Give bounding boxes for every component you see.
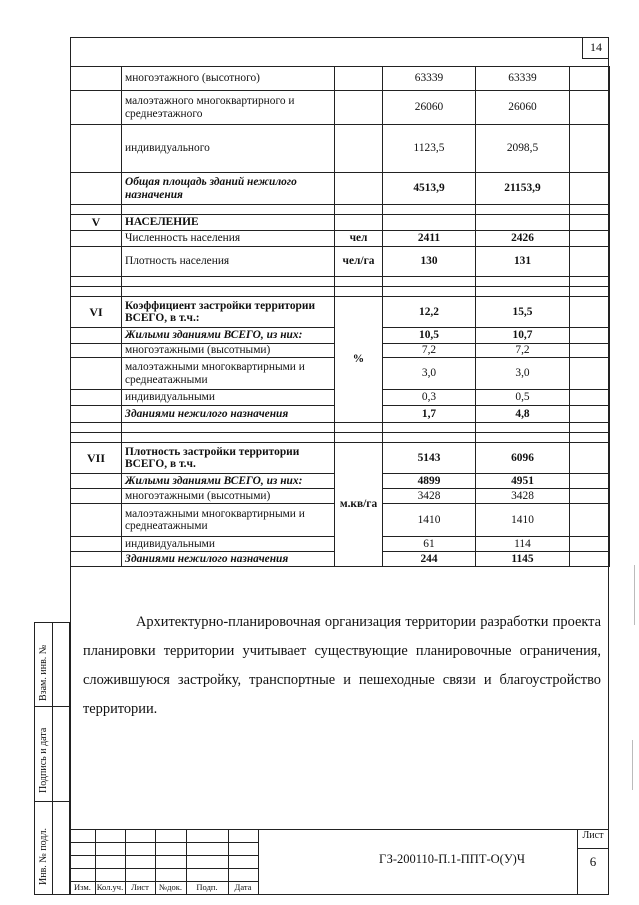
row-label: Коэффициент застройки территории ВСЕГО, в т.ч.: xyxy=(122,297,335,328)
value-projected: 3,0 xyxy=(476,358,570,390)
spacer-row xyxy=(71,423,610,433)
row-label: малоэтажными многоквартирными и среднеатажными xyxy=(122,504,335,537)
row-label: Плотность населения xyxy=(122,247,335,277)
row-label: многоэтажного (высотного) xyxy=(122,67,335,91)
scan-edge-mark xyxy=(632,740,633,790)
value-existing: 63339 xyxy=(383,67,476,91)
doc-no-label: №док. xyxy=(159,882,182,892)
original-inv-label: Инв. № подл. xyxy=(38,828,49,885)
spacer-row xyxy=(71,205,610,215)
page-number: 14 xyxy=(582,37,609,59)
unit: % xyxy=(335,297,383,423)
value-existing: 26060 xyxy=(383,91,476,125)
title-block xyxy=(70,829,609,895)
row-label: индивидуального xyxy=(122,125,335,173)
value-projected: 3428 xyxy=(476,489,570,504)
izm-label: Изм. xyxy=(74,882,91,892)
value-projected: 10,7 xyxy=(476,328,570,344)
scan-edge-mark xyxy=(634,565,635,625)
indicators-table xyxy=(70,66,610,567)
value-existing: 130 xyxy=(383,247,476,277)
value-existing: 61 xyxy=(383,537,476,552)
value-projected: 6096 xyxy=(476,443,570,474)
value-existing: 7,2 xyxy=(383,344,476,358)
value-projected: 131 xyxy=(476,247,570,277)
document-number: ГЗ-200110-П.1-ППТ-О(У)Ч xyxy=(379,852,525,866)
signature-label: Подп. xyxy=(196,882,218,892)
row-label: многоэтажными (высотными) xyxy=(122,489,335,504)
table-row xyxy=(71,125,610,173)
date-label: Дата xyxy=(234,882,252,892)
section-number: VII xyxy=(71,443,122,474)
spacer-row xyxy=(71,433,610,443)
value-projected: 0,5 xyxy=(476,390,570,406)
sheet-number: 6 xyxy=(589,854,597,869)
row-label: индивидуальными xyxy=(122,537,335,552)
value-existing: 12,2 xyxy=(383,297,476,328)
value-existing: 3,0 xyxy=(383,358,476,390)
row-label: Зданиями нежилого назначения xyxy=(122,406,335,423)
table-row xyxy=(71,443,610,474)
table-row xyxy=(71,91,610,125)
value-existing: 244 xyxy=(383,552,476,567)
value-existing: 5143 xyxy=(383,443,476,474)
value-projected: 114 xyxy=(476,537,570,552)
spacer-row xyxy=(71,287,610,297)
row-label: Общая площадь зданий нежилого назначения xyxy=(122,173,335,205)
value-existing: 1,7 xyxy=(383,406,476,423)
row-label: Зданиями нежилого назначения xyxy=(122,552,335,567)
section-number: V xyxy=(71,215,122,231)
value-existing: 4899 xyxy=(383,474,476,489)
row-label: многоэтажными (высотными) xyxy=(122,344,335,358)
side-stamp xyxy=(34,622,70,895)
value-existing: 0,3 xyxy=(383,390,476,406)
row-label: Жилыми зданиями ВСЕГО, из них: xyxy=(122,474,335,489)
row-label: малоэтажного многоквартирного и среднеэтажного xyxy=(122,91,335,125)
value-projected: 26060 xyxy=(476,91,570,125)
list-col-label: Лист xyxy=(131,882,149,892)
value-existing: 4513,9 xyxy=(383,173,476,205)
table-row xyxy=(71,67,610,91)
spacer-row xyxy=(71,277,610,287)
table-row xyxy=(71,173,610,205)
row-label: индивидуальными xyxy=(122,390,335,406)
value-existing: 10,5 xyxy=(383,328,476,344)
value-projected: 4,8 xyxy=(476,406,570,423)
value-projected: 21153,9 xyxy=(476,173,570,205)
signature-date-label: Подпись и дата xyxy=(38,727,49,793)
sheet-label: Лист xyxy=(582,830,604,841)
value-existing: 3428 xyxy=(383,489,476,504)
kolvo-label: Кол.уч. xyxy=(96,882,124,892)
row-label: НАСЕЛЕНИЕ xyxy=(122,215,335,231)
section-number: VI xyxy=(71,297,122,328)
row-label: малоэтажными многоквартирными и среднеатажными xyxy=(122,358,335,390)
row-label: Плотность застройки территории ВСЕГО, в т.ч. xyxy=(122,443,335,474)
value-projected: 1145 xyxy=(476,552,570,567)
value-projected: 2426 xyxy=(476,231,570,247)
value-existing: 1123,5 xyxy=(383,125,476,173)
table-row xyxy=(71,231,610,247)
value-projected: 15,5 xyxy=(476,297,570,328)
value-existing: 2411 xyxy=(383,231,476,247)
value-projected: 63339 xyxy=(476,67,570,91)
row-label: Численность населения xyxy=(122,231,335,247)
value-projected: 2098,5 xyxy=(476,125,570,173)
table-row xyxy=(71,215,610,231)
value-projected: 7,2 xyxy=(476,344,570,358)
table-row xyxy=(71,297,610,328)
value-existing: 1410 xyxy=(383,504,476,537)
row-label: Жилыми зданиями ВСЕГО, из них: xyxy=(122,328,335,344)
value-projected: 4951 xyxy=(476,474,570,489)
unit: чел xyxy=(335,231,383,247)
body-paragraph: Архитектурно-планировочная организация территории разработки проекта планировки территории учитывает существующие планировочные ограничения, сложившуюся застройку, транспортные и пешеходные связи и благоустройство территории. xyxy=(83,614,601,717)
unit: м.кв/га xyxy=(335,443,383,567)
replace-inv-label: Взам. инв. № xyxy=(38,644,49,701)
value-projected: 1410 xyxy=(476,504,570,537)
table-row xyxy=(71,247,610,277)
unit: чел/га xyxy=(335,247,383,277)
